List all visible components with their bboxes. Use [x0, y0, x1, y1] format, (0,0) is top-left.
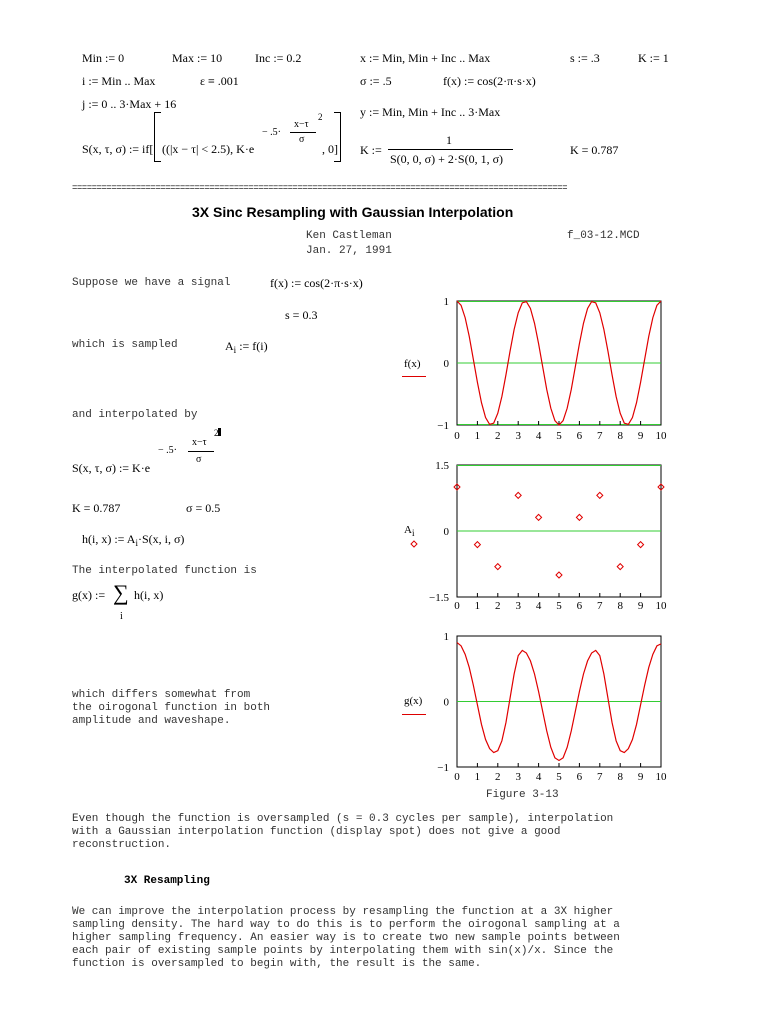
def-k: K := 1 — [638, 51, 669, 65]
chart2-point — [638, 542, 644, 548]
def-f: f(x) := cos(2·π·s·x) — [443, 74, 536, 88]
chart3-xtick-label: 9 — [637, 771, 644, 783]
chart1-xtick-label: 3 — [515, 430, 521, 442]
separator-line: ===================================================================================================== — [72, 183, 567, 193]
chart1-xtick-label: 8 — [617, 430, 623, 442]
text-improve: We can improve the interpolation process by resampling the function at a 3X higher sampling density. The hard way to do this is to perform the oirogonal sampling at a higher sampling frequency. An easier way is to create two new sample points between each pair of existing sample points by interpolating them with sin(x)/x. Since the function is oversampled to begin with, the result is the same. — [72, 906, 620, 970]
section-heading: 3X Resampling — [124, 875, 210, 887]
def-max: Max := 10 — [172, 51, 223, 65]
chart3-xtick-label: 6 — [576, 771, 583, 783]
text-suppose: Suppose we have a signal — [72, 277, 231, 289]
chart2-xtick-label: 3 — [515, 600, 521, 612]
chart2-point — [576, 514, 582, 520]
chart1-ytick-label: 0 — [443, 358, 449, 370]
expr-s2-coef: − .5· — [158, 445, 177, 456]
chart2-point — [556, 572, 562, 578]
chart1-xtick-label: 10 — [655, 430, 667, 442]
chart3-xtick-label: 5 — [556, 771, 562, 783]
chart1-xtick-label: 7 — [597, 430, 603, 442]
chart2-xtick-label: 7 — [597, 600, 603, 612]
chart3-xtick-label: 1 — [474, 771, 481, 783]
text-oversampled: Even though the function is oversampled (s = 0.3 cycles per sample), interpolation with a Gaussian interpolation function (display spot) does not give a good reconstruction. — [72, 813, 614, 851]
def-i-range: i := Min .. Max — [82, 74, 156, 88]
plot2-legend-marker — [411, 541, 417, 547]
chart2-point — [474, 542, 480, 548]
chart3-xtick-label: 4 — [535, 771, 542, 783]
chart3-xtick-label: 2 — [495, 771, 501, 783]
chart1-xtick-label: 6 — [576, 430, 583, 442]
expr-s2-num: x−τ — [192, 437, 207, 448]
chart2-xtick-label: 0 — [454, 600, 460, 612]
chart3-xtick-label: 10 — [655, 771, 667, 783]
chart2-ytick-label: −1.5 — [429, 592, 449, 604]
chart2-xtick-label: 5 — [556, 600, 562, 612]
def-k-lhs: K := — [360, 143, 382, 157]
def-s-exponent-coef: − .5· — [262, 127, 281, 138]
def-min: Min := 0 — [82, 51, 125, 65]
expr-g-rhs: h(i, x) — [134, 588, 164, 602]
chart3-xtick-label: 3 — [515, 771, 521, 783]
def-j-range: j := 0 .. 3·Max + 16 — [82, 97, 177, 111]
chart3-xtick-label: 8 — [617, 771, 623, 783]
def-s-frac-num: x−τ — [294, 119, 309, 130]
def-k-den: S(0, 0, σ) + 2·S(0, 1, σ) — [390, 152, 504, 166]
text-interpolated-function: The interpolated function is — [72, 565, 257, 577]
chart2-xtick-label: 10 — [655, 600, 667, 612]
value-s: s = 0.3 — [285, 308, 318, 322]
chart2-xtick-label: 4 — [535, 600, 542, 612]
chart2-xtick-label: 1 — [474, 600, 481, 612]
expr-a: $A_i$ := f(i) — [225, 339, 268, 355]
chart2-point — [536, 514, 542, 520]
def-eps: ε ≡ .001 — [200, 74, 239, 88]
chart1-ytick-label: 1 — [443, 296, 449, 308]
file-name: f_03-12.MCD — [567, 230, 640, 242]
def-s-tail: , 0] — [322, 142, 338, 156]
chart2-point — [597, 492, 603, 498]
chart1-xtick-label: 4 — [535, 430, 542, 442]
chart3-xtick-label: 0 — [454, 771, 460, 783]
expr-s2-den: σ — [196, 454, 202, 465]
def-x-range: x := Min, Min + Inc .. Max — [360, 51, 491, 65]
chart2-point — [515, 492, 521, 498]
def-s-exp-pow: 2 — [318, 112, 323, 122]
chart3-ytick-label: 1 — [443, 631, 449, 643]
def-k-num: 1 — [446, 133, 452, 147]
def-sigma: σ := .5 — [360, 74, 392, 88]
sum-icon: ∑ — [113, 580, 129, 605]
plot2-ylabel: $A_i$ — [404, 524, 415, 538]
chart2-point — [617, 564, 623, 570]
chart2-xtick-label: 6 — [576, 600, 583, 612]
chart1-ytick-label: −1 — [437, 420, 449, 432]
page-title: 3X Sinc Resampling with Gaussian Interpolation — [192, 204, 514, 220]
def-s-frac-den: σ — [299, 134, 305, 145]
chart2-ytick-label: 1.5 — [435, 460, 449, 472]
chart1-xtick-label: 1 — [474, 430, 481, 442]
def-s: s := .3 — [570, 51, 600, 65]
def-s-condition: ((|x − τ| < 2.5), K·e — [162, 142, 255, 156]
chart1-xtick-label: 5 — [556, 430, 562, 442]
expr-h: h(i, x) := $A_i\cdot S(x$, i, σ) — [82, 532, 185, 548]
plot1-ylabel: f(x) — [404, 358, 421, 370]
def-k-result: K = 0.787 — [570, 143, 619, 157]
text-interpolated-by: and interpolated by — [72, 409, 198, 421]
def-y-range: y := Min, Min + Inc .. 3·Max — [360, 105, 501, 119]
def-inc: Inc := 0.2 — [255, 51, 302, 65]
chart1-xtick-label: 9 — [637, 430, 644, 442]
expr-g-index: i — [120, 611, 123, 622]
chart2-xtick-label: 8 — [617, 600, 623, 612]
expr-f: f(x) := cos(2·π·s·x) — [270, 276, 363, 290]
date: Jan. 27, 1991 — [306, 245, 392, 257]
chart3-xtick-label: 7 — [597, 771, 603, 783]
def-s-function: S(x, τ, σ) := if[ — [82, 142, 154, 156]
chart2-ytick-label: 0 — [443, 526, 449, 538]
chart1-xtick-label: 0 — [454, 430, 460, 442]
chart2-xtick-label: 2 — [495, 600, 501, 612]
chart2-point — [495, 564, 501, 570]
plot3-ylabel: g(x) — [404, 695, 423, 707]
chart3-ytick-label: 0 — [443, 696, 449, 709]
author: Ken Castleman — [306, 230, 392, 242]
figure-caption: Figure 3-13 — [486, 789, 559, 801]
value-sigma: σ = 0.5 — [186, 501, 221, 515]
chart3-ytick-label: −1 — [437, 762, 449, 774]
expr-g-lhs: g(x) := — [72, 588, 106, 602]
text-differs: which differs somewhat from the oirogonal function in both amplitude and waveshape. — [72, 689, 271, 727]
chart1-xtick-label: 2 — [495, 430, 501, 442]
expr-s2-pow: 2 — [214, 428, 219, 438]
expr-s2-lhs: S(x, τ, σ) := K·e — [72, 461, 151, 475]
text-sampled: which is sampled — [72, 339, 178, 351]
value-k: K = 0.787 — [72, 501, 121, 515]
chart2-xtick-label: 9 — [637, 600, 644, 612]
